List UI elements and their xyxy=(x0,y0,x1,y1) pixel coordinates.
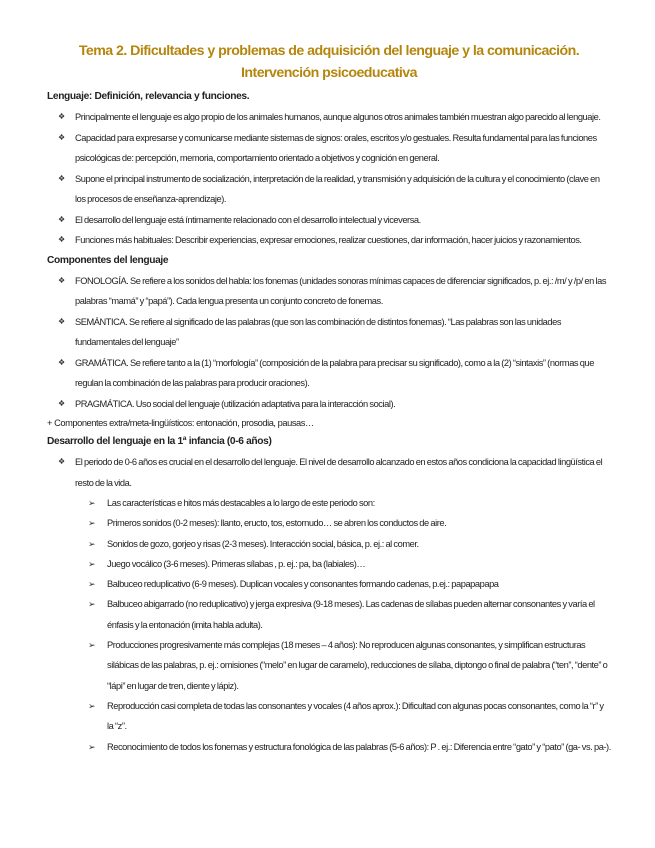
sublist-item: ➢ Producciones progresivamente más complejas (18 meses – 4 años): No reproducen algunas consonantes, y simplifican estructuras silábicas de las palabras, p. ej.: omisiones (“melo” en lugar de caramelo), reducciones de sílaba, diptongo o final de palabra (“ten”, “dente” o “lápi” en lugar de tren, diente y lápiz). xyxy=(47,635,611,696)
sublist-item: ➢ Balbuceo reduplicativo (6-9 meses). Duplican vocales y consonantes formando cadenas, p.ej.: papapapapa xyxy=(47,574,611,594)
arrow-bullet-icon: ➢ xyxy=(88,538,96,549)
arrow-bullet-icon: ➢ xyxy=(88,640,96,651)
list-componentes xyxy=(47,271,611,415)
sublist-item: ➢ Primeros sonidos (0-2 meses): llanto, eructo, tos, estornudo… se abren los conductos de aire. xyxy=(47,513,611,533)
list-item: ❖ Capacidad para expresarse y comunicarse mediante sistemas de signos: orales, escritos y/o gestuales. Resulta fundamental para las funciones psicológicas de: percepción, memoria, comportamiento orientado a objetivos y cognición en general. xyxy=(47,128,611,169)
arrow-bullet-icon: ➢ xyxy=(88,700,96,711)
section-heading-lenguaje: Lenguaje: Definición, relevancia y funciones. xyxy=(47,91,250,102)
title-line-2: Intervención psicoeducativa xyxy=(241,65,417,81)
section-heading-componentes: Componentes del lenguaje xyxy=(47,254,169,266)
list-item: ❖ Supone el principal instrumento de socialización, interpretación de la realidad, y transmisión y adquisición de la cultura y el conocimiento (clave en los procesos de enseñanza-aprendizaje). xyxy=(47,169,611,210)
arrow-bullet-icon: ➢ xyxy=(88,741,96,752)
list-lenguaje xyxy=(47,107,611,251)
diamond-bullet-icon: ❖ xyxy=(58,214,65,224)
diamond-bullet-icon: ❖ xyxy=(58,316,65,326)
document-title xyxy=(47,40,611,84)
list-item: ❖ FONOLOGÍA. Se refiere a los sonidos del habla: los fonemas (unidades sonoras mínimas capaces de diferenciar significados, p. ej.: /m/ y /p/ en las palabras “mamá” y “papá”). Cada lengua presenta un conjunto concreto de fonemas. xyxy=(47,271,611,312)
sublist-item: ➢ Las características e hitos más destacables a lo largo de este periodo son: xyxy=(47,493,611,513)
sublist-item: ➢ Reconocimiento de todos los fonemas y estructura fonológica de las palabras (5-6 años): P . ej.: Diferencia entre “gato” y “pato” (ga- vs. pa-). xyxy=(47,737,611,757)
diamond-bullet-icon: ❖ xyxy=(58,457,65,466)
arrow-bullet-icon: ➢ xyxy=(88,518,96,529)
list-item: ❖ Funciones más habituales: Describir experiencias, expresar emociones, realizar cuestiones, dar información, hacer juicios y razonamientos. xyxy=(47,230,611,251)
sublist-item: ➢ Juego vocálico (3-6 meses). Primeras sílabas , p. ej.: pa, ba (labiales)… xyxy=(47,554,611,574)
extra-components-note: + Componentes extra/meta-lingüísticos: entonación, prosodia, pausas… xyxy=(47,418,314,428)
diamond-bullet-icon: ❖ xyxy=(58,275,65,285)
sublist-item: ➢ Reproducción casi completa de todas las consonantes y vocales (4 años aprox.): Dificultad con algunas pocas consonantes, como la “r” y la “z”. xyxy=(47,696,611,737)
diamond-bullet-icon: ❖ xyxy=(58,235,65,244)
diamond-bullet-icon: ❖ xyxy=(58,357,65,367)
list-item: ❖ Principalmente el lenguaje es algo propio de los animales humanos, aunque algunos otros animales también muestran algo parecido al lenguaje. xyxy=(47,107,611,128)
sublist-item: ➢ Balbuceo abigarrado (no reduplicativo) y jerga expresiva (9-18 meses). Las cadenas de sílabas pueden alternar consonantes y varía el énfasis y la entonación (imita habla adulta). xyxy=(47,594,611,635)
arrow-bullet-icon: ➢ xyxy=(88,558,96,569)
list-item: ❖ GRAMÁTICA. Se refiere tanto a la (1) “morfología” (composición de la palabra para precisar su significado), como a la (2) “sintaxis” (normas que regulan la combinación de las palabras para producir oraciones). xyxy=(47,353,611,394)
list-item: ❖ El desarrollo del lenguaje está íntimamente relacionado con el desarrollo intelectual y viceversa. xyxy=(47,210,611,231)
sublist-hitos xyxy=(47,493,611,757)
diamond-bullet-icon: ❖ xyxy=(58,132,65,142)
arrow-bullet-icon: ➢ xyxy=(88,579,96,590)
arrow-bullet-icon: ➢ xyxy=(88,498,96,508)
section-heading-desarrollo: Desarrollo del lenguaje en la 1ª infancia (0-6 años) xyxy=(47,436,272,447)
diamond-bullet-icon: ❖ xyxy=(58,173,65,183)
list-item: ❖ PRAGMÁTICA. Uso social del lenguaje (utilización adaptativa para la interacción social). xyxy=(47,394,611,415)
list-desarrollo xyxy=(47,452,611,493)
sublist-item: ➢ Sonidos de gozo, gorjeo y risas (2-3 meses). Interacción social, básica, p. ej.: al comer. xyxy=(47,534,611,554)
list-item: ❖ El periodo de 0-6 años es crucial en el desarrollo del lenguaje. El nivel de desarrollo alcanzado en estos años condiciona la capacidad lingüística el resto de la vida. xyxy=(47,452,611,493)
diamond-bullet-icon: ❖ xyxy=(58,398,65,408)
diamond-bullet-icon: ❖ xyxy=(58,112,65,121)
arrow-bullet-icon: ➢ xyxy=(88,599,96,610)
list-item: ❖ SEMÁNTICA. Se refiere al significado de las palabras (que son las combinación de distintos fonemas). “Las palabras son las unidades fundamentales del lenguaje” xyxy=(47,312,611,353)
title-line-1: Tema 2. Dificultades y problemas de adquisición del lenguaje y la comunicación. xyxy=(78,43,580,59)
